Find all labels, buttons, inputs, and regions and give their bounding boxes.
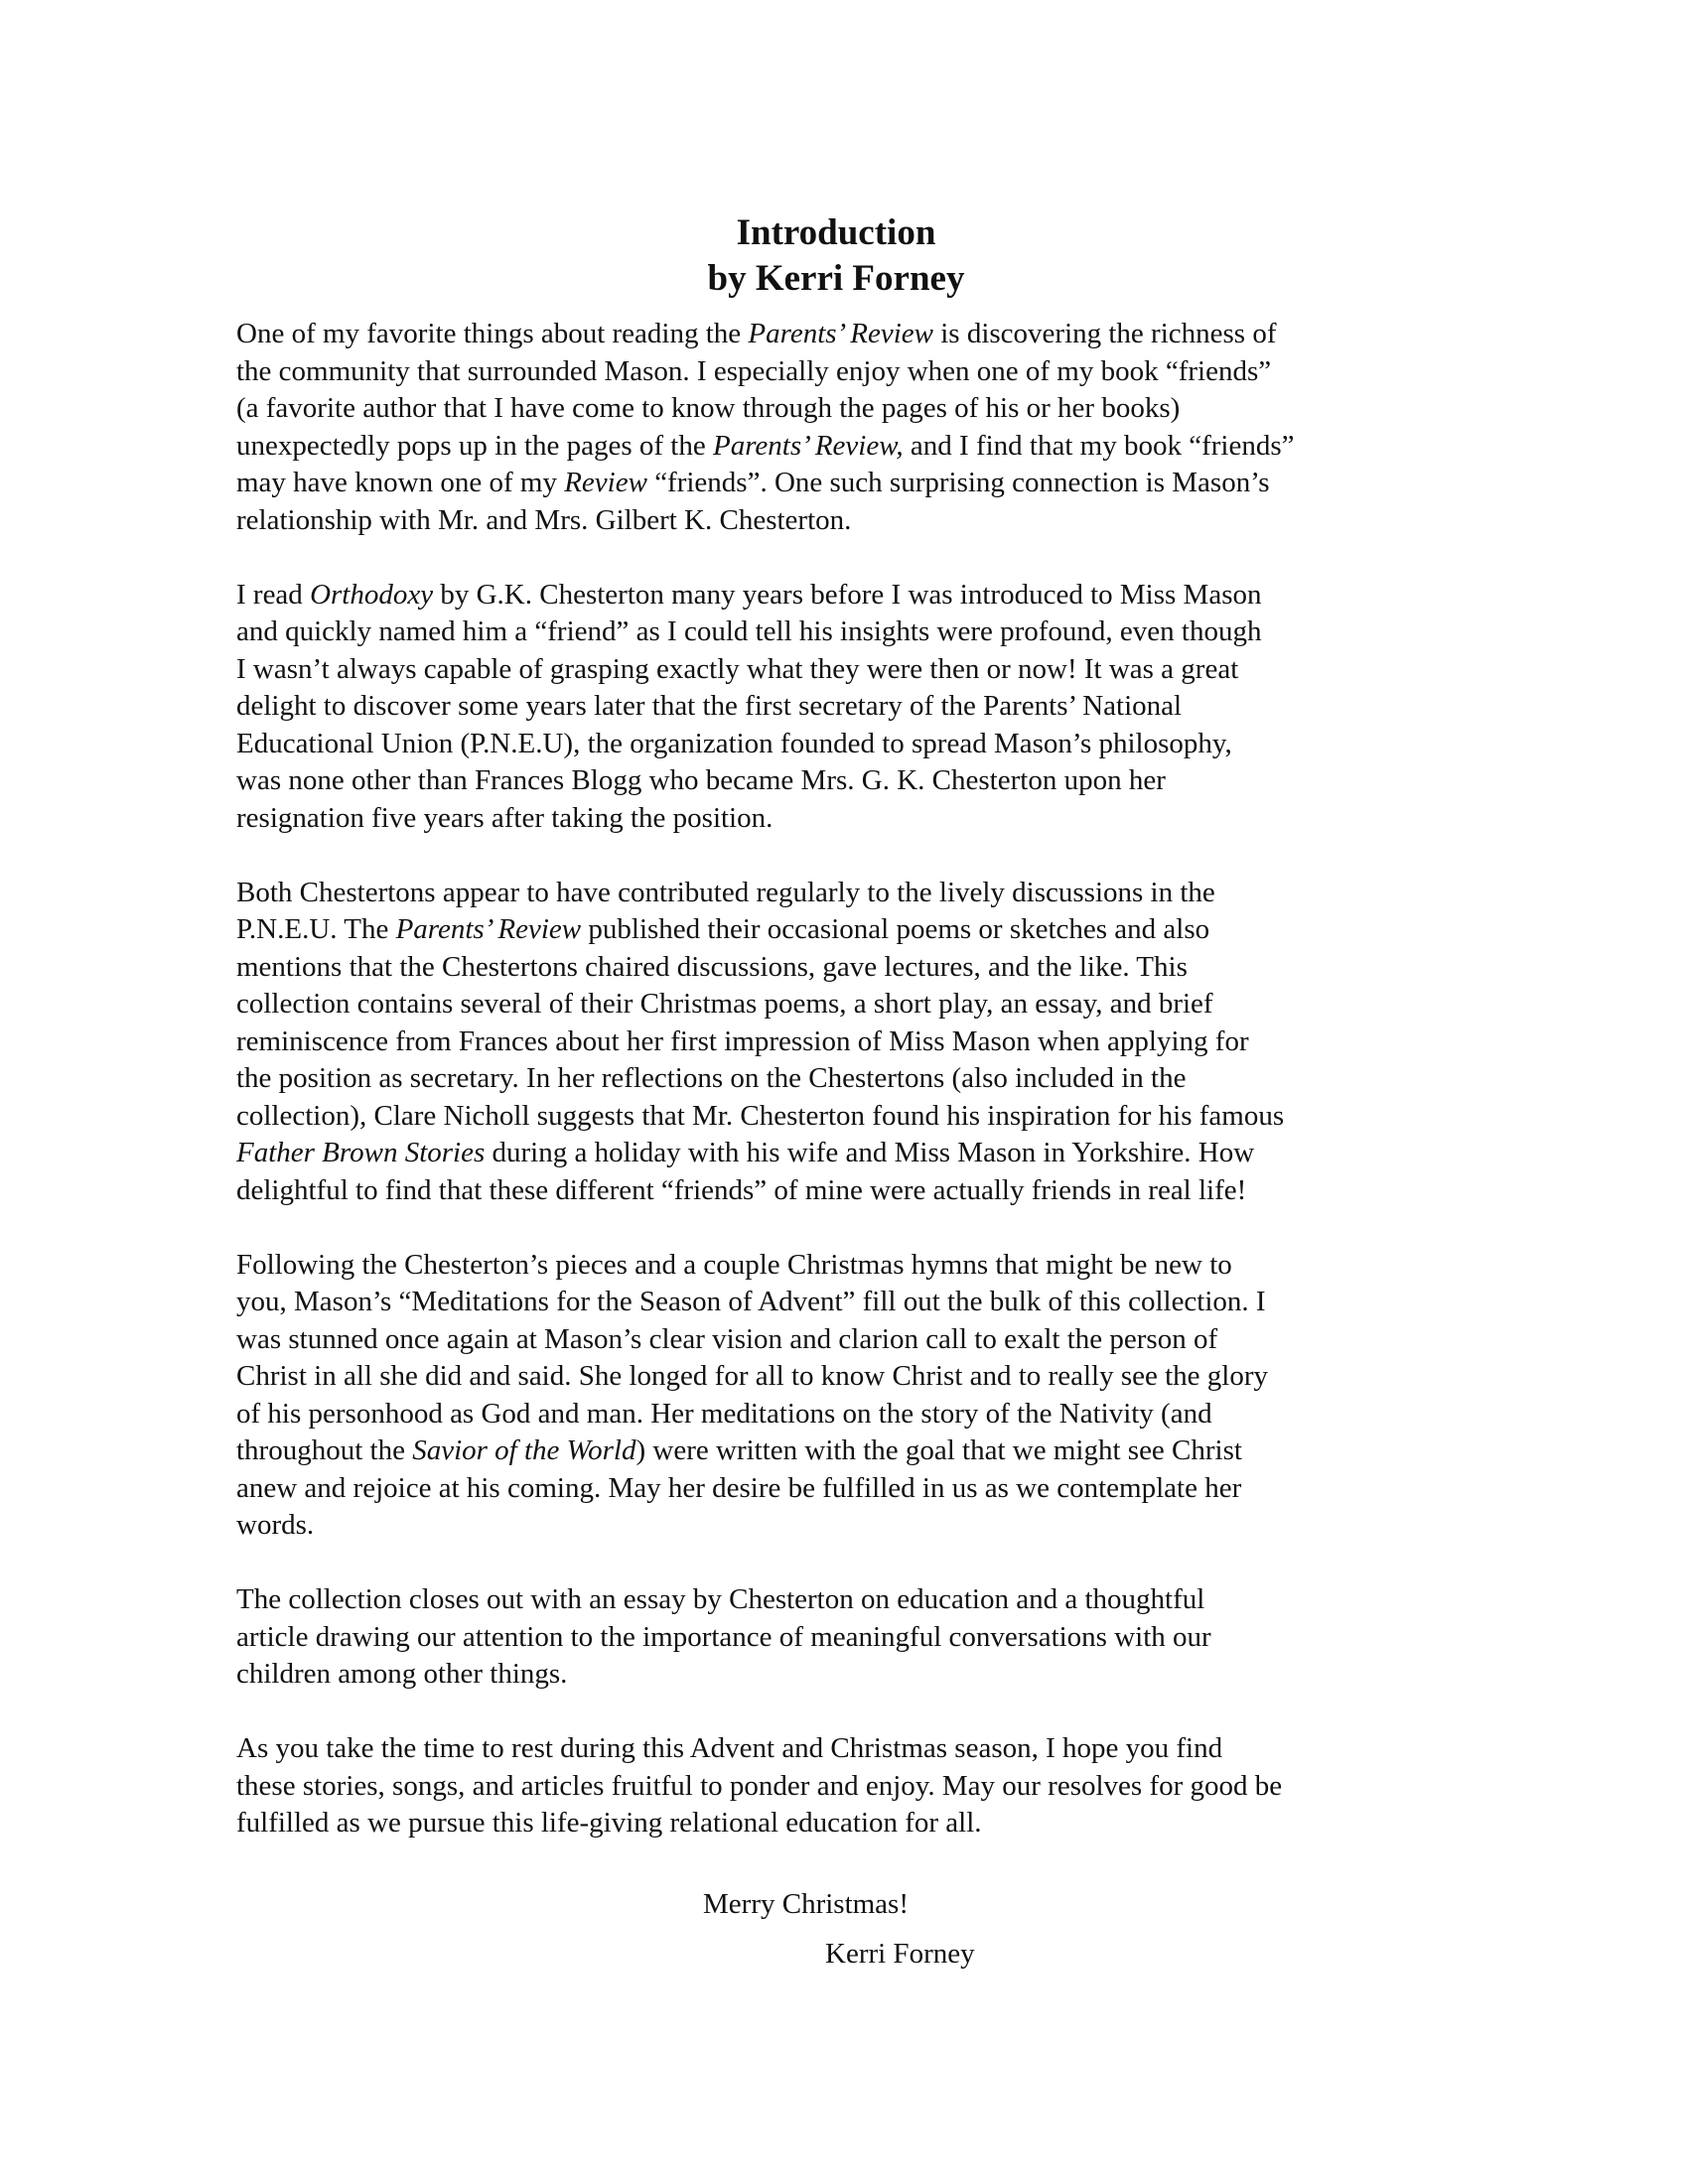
text-segment: was stunned once again at Mason’s clear vision and clarion call to exalt the person of <box>236 1322 1218 1355</box>
text-line <box>236 1284 1487 1321</box>
paragraph <box>236 577 1487 838</box>
text-segment: The collection closes out with an essay by Chesterton on education and a thoughtful <box>236 1583 1205 1615</box>
text-segment: Following the Chesterton’s pieces and a couple Christmas hymns that might be new to <box>236 1248 1232 1281</box>
paragraph <box>236 875 1487 1210</box>
text-segment: the community that surrounded Mason. I especially enjoy when one of my book “friends” <box>236 354 1272 387</box>
byline: by Kerri Forney <box>707 258 965 299</box>
text-segment: article drawing our attention to the importance of meaningful conversations with our <box>236 1620 1211 1653</box>
text-line <box>236 1098 1487 1136</box>
text-segment: unexpectedly pops up in the pages of the <box>236 429 713 462</box>
text-segment: by G.K. Chesterton many years before I was introduced to Miss Mason <box>433 578 1262 611</box>
text-segment: was none other than Frances Blogg who became Mrs. G. K. Chesterton upon her <box>236 764 1166 796</box>
text-line <box>236 1470 1487 1508</box>
text-segment: fulfilled as we pursue this life-giving relational education for all. <box>236 1807 982 1839</box>
text-line <box>236 1247 1487 1285</box>
text-line <box>236 949 1487 987</box>
text-segment: anew and rejoice at his coming. May her desire be fulfilled in us as we contemplate her <box>236 1471 1242 1504</box>
text-line <box>236 800 1487 838</box>
text-line <box>236 688 1487 726</box>
text-segment: of his personhood as God and man. Her meditations on the story of the Nativity (and <box>236 1397 1212 1430</box>
text-line <box>236 1024 1487 1061</box>
text-line <box>236 1135 1487 1172</box>
text-segment: Both Chestertons appear to have contributed regularly to the lively discussions in the <box>236 876 1215 908</box>
text-segment: ) were written with the goal that we might see Christ <box>635 1434 1242 1466</box>
text-line <box>236 1321 1487 1359</box>
text-line <box>236 1060 1487 1098</box>
text-segment: (a favorite author that I have come to know through the pages of his or her books) <box>236 392 1181 424</box>
text-segment: published their occasional poems or sketches and also <box>581 913 1210 945</box>
text-segment: during a holiday with his wife and Miss Mason in Yorkshire. How <box>485 1137 1255 1168</box>
italic-title: Parents’ Review <box>748 318 933 349</box>
text-line <box>236 502 1487 540</box>
paragraph <box>236 1581 1487 1694</box>
page-title: Introduction <box>736 212 936 253</box>
paragraph <box>236 1247 1487 1545</box>
text-line <box>236 390 1487 428</box>
text-line <box>236 1805 1487 1843</box>
text-segment: throughout the <box>236 1434 413 1466</box>
text-line <box>236 762 1487 800</box>
paragraph <box>236 316 1487 539</box>
text-segment: As you take the time to rest during this Advent and Christmas season, I hope you find <box>236 1732 1223 1764</box>
text-line <box>236 1433 1487 1470</box>
text-segment: I read <box>236 578 311 611</box>
text-line <box>236 651 1487 689</box>
text-line <box>236 1581 1487 1619</box>
text-segment: reminiscence from Frances about her first impression of Miss Mason when applying for <box>236 1024 1249 1057</box>
text-segment: P.N.E.U. The <box>236 913 396 945</box>
text-segment: delightful to find that these different “friends” of mine were actually friends in real life! <box>236 1173 1247 1206</box>
text-segment: collection), Clare Nicholl suggests that Mr. Chesterton found his inspiration for his famous <box>236 1099 1285 1132</box>
text-segment: is discovering the richness of <box>932 318 1277 349</box>
text-segment: I wasn’t always capable of grasping exactly what they were then or now! It was a great <box>236 652 1239 685</box>
text-line <box>236 911 1487 949</box>
text-segment: Educational Union (P.N.E.U), the organization founded to spread Mason’s philosophy, <box>236 727 1232 759</box>
text-line <box>236 1358 1487 1396</box>
text-segment: collection contains several of their Christmas poems, a short play, an essay, and brief <box>236 988 1213 1020</box>
text-segment: words. <box>236 1509 315 1541</box>
closing-signature: Kerri Forney <box>825 1938 975 1970</box>
text-line <box>236 1768 1487 1806</box>
text-line <box>236 465 1487 502</box>
text-segment: the position as secretary. In her reflections on the Chestertons (also included in the <box>236 1062 1187 1094</box>
closing-salutation: Merry Christmas! <box>703 1888 909 1920</box>
italic-title: Savior of the World <box>412 1434 636 1466</box>
paragraph <box>236 1730 1487 1843</box>
text-segment: delight to discover some years later that the first secretary of the Parents’ National <box>236 690 1183 722</box>
text-segment: may have known one of my <box>236 467 565 498</box>
text-segment: resignation five years after taking the position. <box>236 801 774 834</box>
text-segment: “friends”. One such surprising connection is Mason’s <box>646 467 1270 498</box>
text-segment: you, Mason’s “Meditations for the Season of Advent” fill out the bulk of this collection. I <box>236 1286 1266 1317</box>
italic-title: Parents’ Review <box>395 913 582 945</box>
italic-title: Review <box>564 467 647 498</box>
text-line <box>236 577 1487 614</box>
italic-title: Parents’ Review, <box>713 429 904 462</box>
body-text <box>236 316 1487 1879</box>
text-segment: children among other things. <box>236 1658 568 1690</box>
text-line <box>236 1730 1487 1768</box>
text-segment: mentions that the Chestertons chaired discussions, gave lectures, and the like. This <box>236 950 1188 983</box>
italic-title: Father Brown Stories <box>236 1137 486 1168</box>
text-line <box>236 428 1487 466</box>
text-line <box>236 614 1487 651</box>
text-line <box>236 726 1487 763</box>
text-line <box>236 1507 1487 1545</box>
text-line <box>236 1656 1487 1694</box>
text-segment: relationship with Mr. and Mrs. Gilbert K. Chesterton. <box>236 503 852 536</box>
text-line <box>236 1619 1487 1657</box>
text-line <box>236 353 1487 391</box>
text-segment: these stories, songs, and articles fruitful to ponder and enjoy. May our resolves for good be <box>236 1769 1283 1802</box>
italic-title: Orthodoxy <box>310 578 434 611</box>
text-segment: Christ in all she did and said. She longed for all to know Christ and to really see the glory <box>236 1360 1268 1392</box>
text-segment: and I find that my book “friends” <box>903 429 1295 462</box>
text-line <box>236 986 1487 1024</box>
text-line <box>236 1396 1487 1433</box>
text-segment: and quickly named him a “friend” as I could tell his insights were profound, even though <box>236 615 1262 647</box>
text-line <box>236 875 1487 912</box>
text-line <box>236 316 1487 353</box>
text-segment: One of my favorite things about reading the <box>236 318 749 349</box>
text-line <box>236 1172 1487 1210</box>
